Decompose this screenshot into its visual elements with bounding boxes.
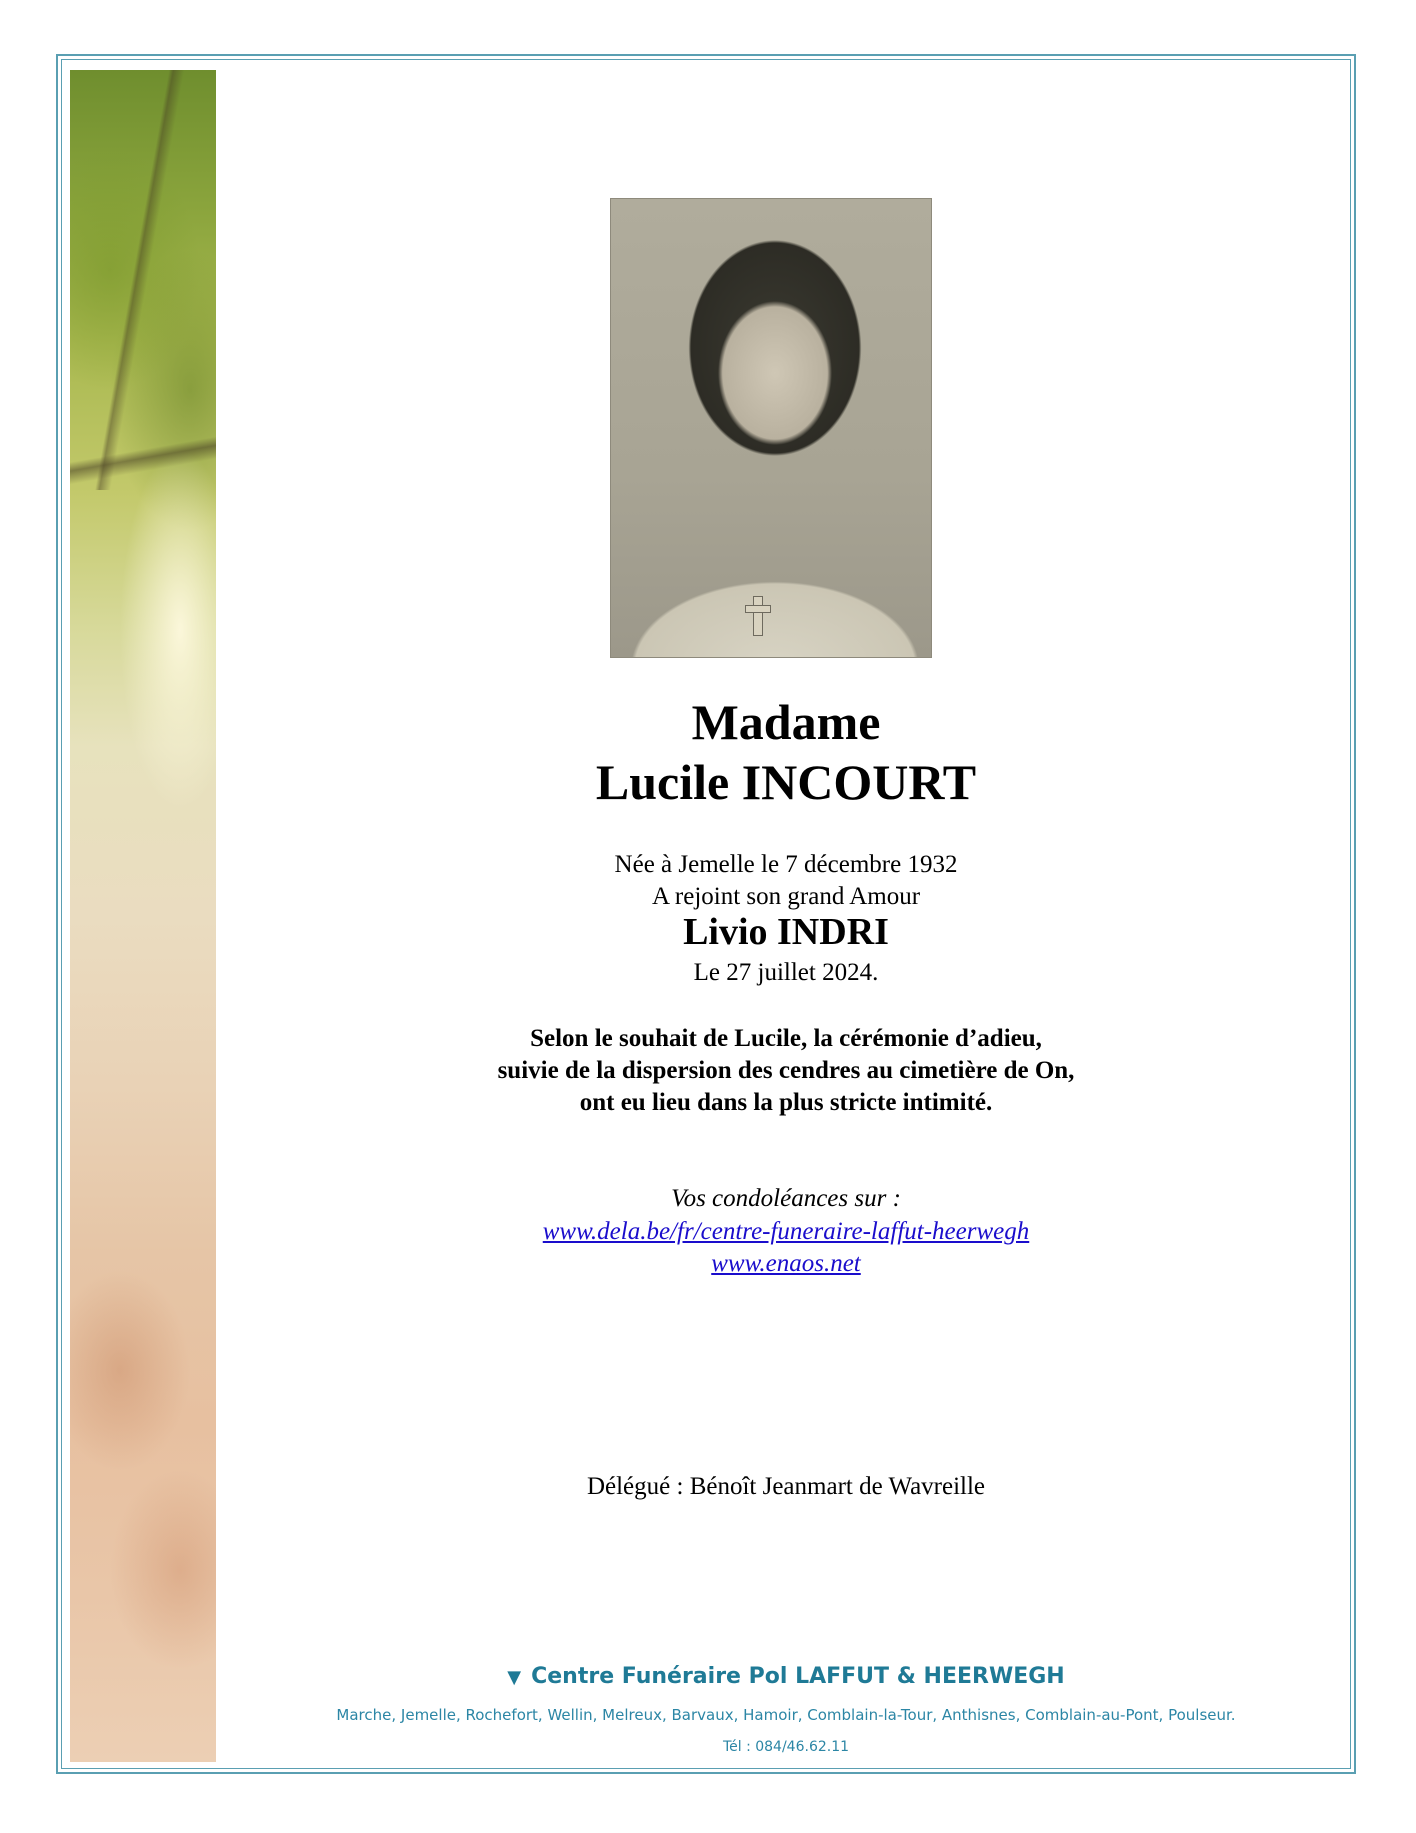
rejoined-text: A rejoint son grand Amour <box>651 883 921 910</box>
condolences-link-enaos[interactable]: www.enaos.net <box>711 1250 861 1277</box>
partner-name: Livio INDRI <box>683 911 889 953</box>
ceremony-line: ont eu lieu dans la plus stricte intimité. <box>579 1089 993 1116</box>
condolences-link-dela[interactable]: www.dela.be/fr/centre-funeraire-laffut-heerwegh <box>542 1218 1030 1245</box>
title-honorific: Madame <box>691 694 881 750</box>
ceremony-text <box>216 1023 1356 1119</box>
ceremony-line: suivie de la dispersion des cendres au cimetière de On, <box>497 1057 1075 1084</box>
funeral-home-label: Centre Funéraire Pol LAFFUT & HEERWEGH <box>531 1664 1065 1689</box>
funeral-home-phone: Tél : 084/46.62.11 <box>722 1739 850 1755</box>
forest-trees-overlay <box>70 70 216 490</box>
triangle-down-icon: ▼ <box>507 1667 522 1688</box>
portrait-photo <box>610 198 932 658</box>
birth-info: Née à Jemelle le 7 décembre 1932 <box>614 851 958 878</box>
death-date: Le 27 juillet 2024. <box>693 959 879 986</box>
cross-pendant-icon <box>753 596 763 636</box>
funeral-home-name <box>216 1663 1356 1692</box>
deceased-name <box>216 692 1356 812</box>
ceremony-line: Selon le souhait de Lucile, la cérémonie d’adieu, <box>530 1025 1042 1052</box>
condolences-label: Vos condoléances sur : <box>671 1185 901 1212</box>
title-fullname: Lucile INCOURT <box>595 754 977 810</box>
funeral-home-towns: Marche, Jemelle, Rochefort, Wellin, Melreux, Barvaux, Hamoir, Comblain-la-Tour, Anthisnes, Comblain-au-Pont, Poulseur. <box>336 1706 1236 1724</box>
delegate-text: Délégué : Bénoît Jeanmart de Wavreille <box>586 1473 986 1500</box>
